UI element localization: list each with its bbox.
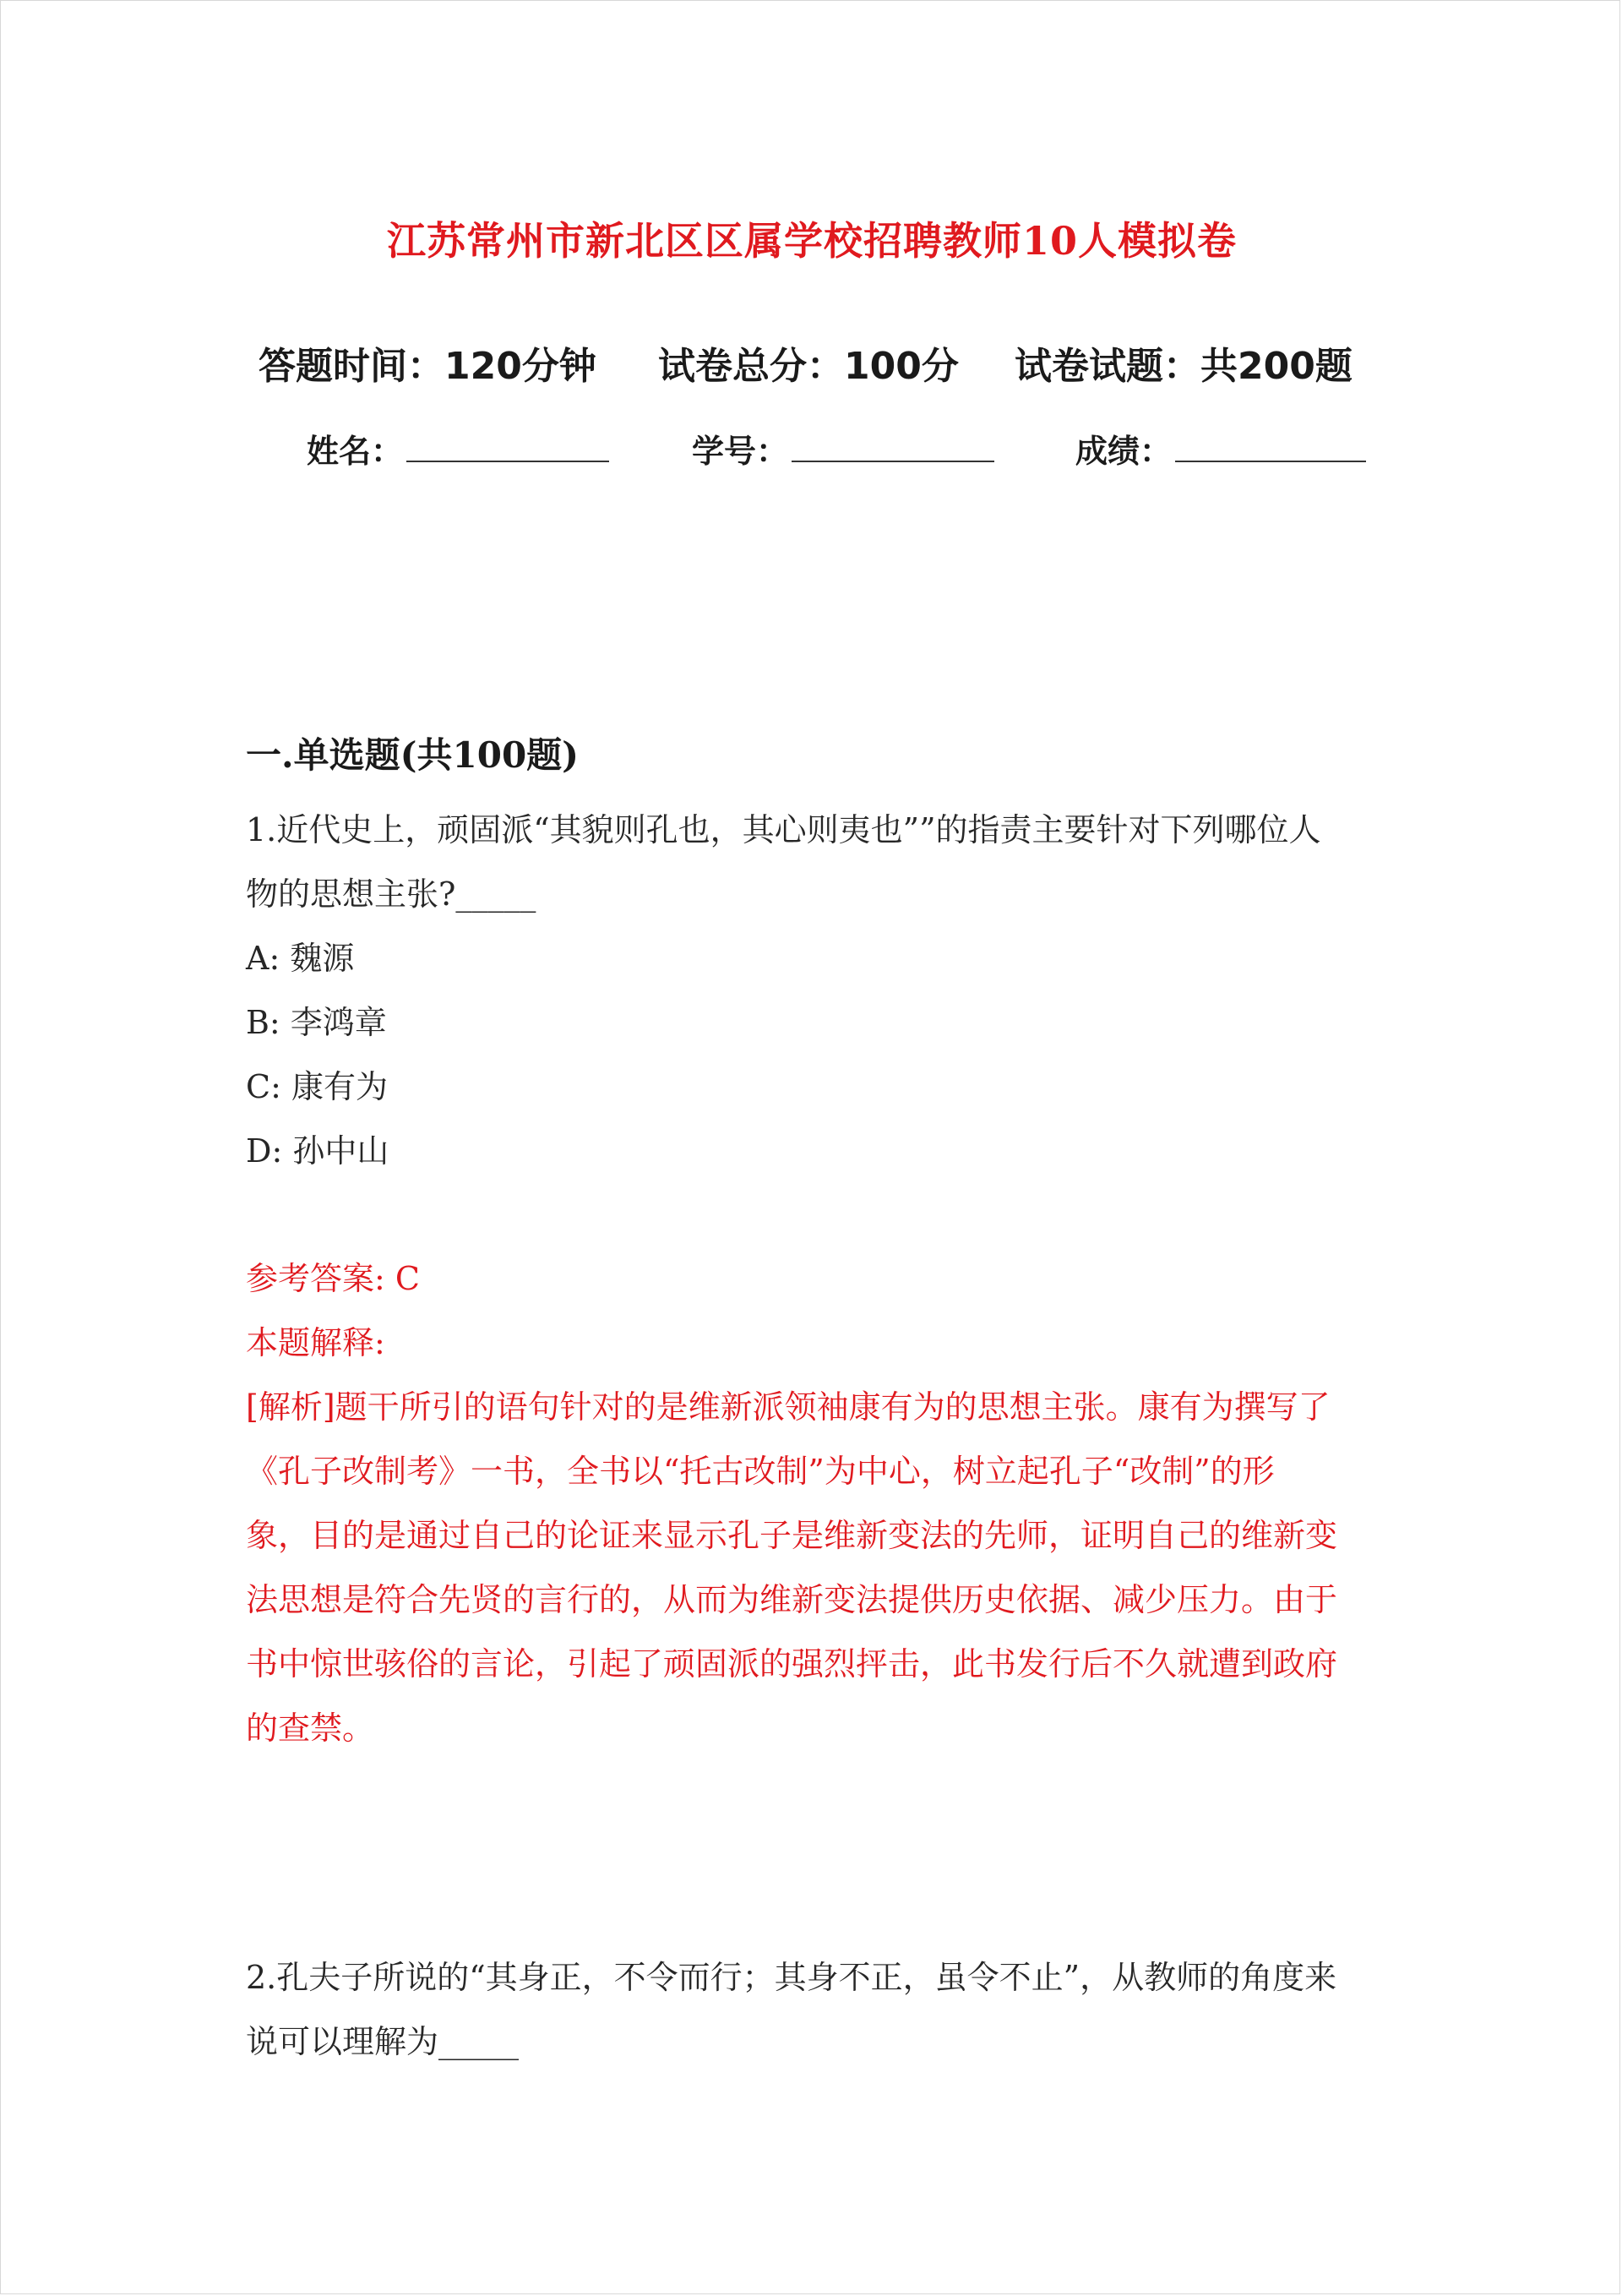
section-heading: 一.单选题(共100题) xyxy=(246,734,580,776)
student-id-field xyxy=(692,425,994,472)
q1-option-c: C: 康有为 xyxy=(246,1068,388,1105)
q1-answer: 参考答案: C xyxy=(246,1260,420,1297)
name-label: 姓名： xyxy=(307,433,404,470)
q1-explanation-line-6: 的查禁。 xyxy=(246,1710,375,1747)
q1-text-line-2: 物的思想主张?_____ xyxy=(246,875,536,913)
q1-explanation-line-3: 象，目的是通过自己的论证来显示孔子是维新变法的先师，证明自己的维新变 xyxy=(246,1517,1338,1554)
q2-text-line-1: 2.孔夫子所说的“其身正，不令而行；其身不正，虽令不止”，从教师的角度来 xyxy=(246,1959,1337,1996)
exam-title: 江苏常州市新北区区属学校招聘教师10人模拟卷 xyxy=(386,218,1237,264)
q1-explanation-line-2: 《孔子改制考》一书，全书以“托古改制”为中心，树立起孔子“改制”的形 xyxy=(246,1453,1275,1490)
grade-label: 成绩： xyxy=(1075,433,1173,470)
q2-text-line-2: 说可以理解为_____ xyxy=(246,2023,520,2060)
grade-field xyxy=(1075,425,1366,472)
exam-total-score: 试卷总分：100分 xyxy=(658,345,959,388)
exam-question-count: 试卷试题：共200题 xyxy=(1015,345,1353,388)
q1-explanation-line-4: 法思想是符合先贤的言行的，从而为维新变法提供历史依据、减少压力。由于 xyxy=(246,1581,1338,1618)
student-id-blank xyxy=(792,427,994,462)
q1-option-b: B: 李鸿章 xyxy=(246,1004,387,1041)
exam-time: 答题时间：120分钟 xyxy=(259,345,596,388)
name-field xyxy=(307,425,609,472)
student-info-row xyxy=(1,425,1622,472)
q1-text-line-1: 1.近代史上，顽固派“其貌则孔也，其心则夷也””的指责主要针对下列哪位人 xyxy=(246,811,1321,848)
q1-option-a: A: 魏源 xyxy=(246,940,355,977)
exam-meta xyxy=(1,335,1622,386)
q1-explanation-line-5: 书中惊世骇俗的言论，引起了顽固派的强烈抨击，此书发行后不久就遭到政府 xyxy=(246,1645,1338,1682)
name-blank xyxy=(406,427,609,462)
student-id-label: 学号： xyxy=(692,433,789,470)
q1-explanation-label: 本题解释: xyxy=(246,1324,385,1361)
q1-option-d: D: 孙中山 xyxy=(246,1132,389,1170)
q1-explanation-line-1: [解析]题干所引的语句针对的是维新派领袖康有为的思想主张。康有为撰写了 xyxy=(246,1388,1331,1426)
grade-blank xyxy=(1175,427,1366,462)
